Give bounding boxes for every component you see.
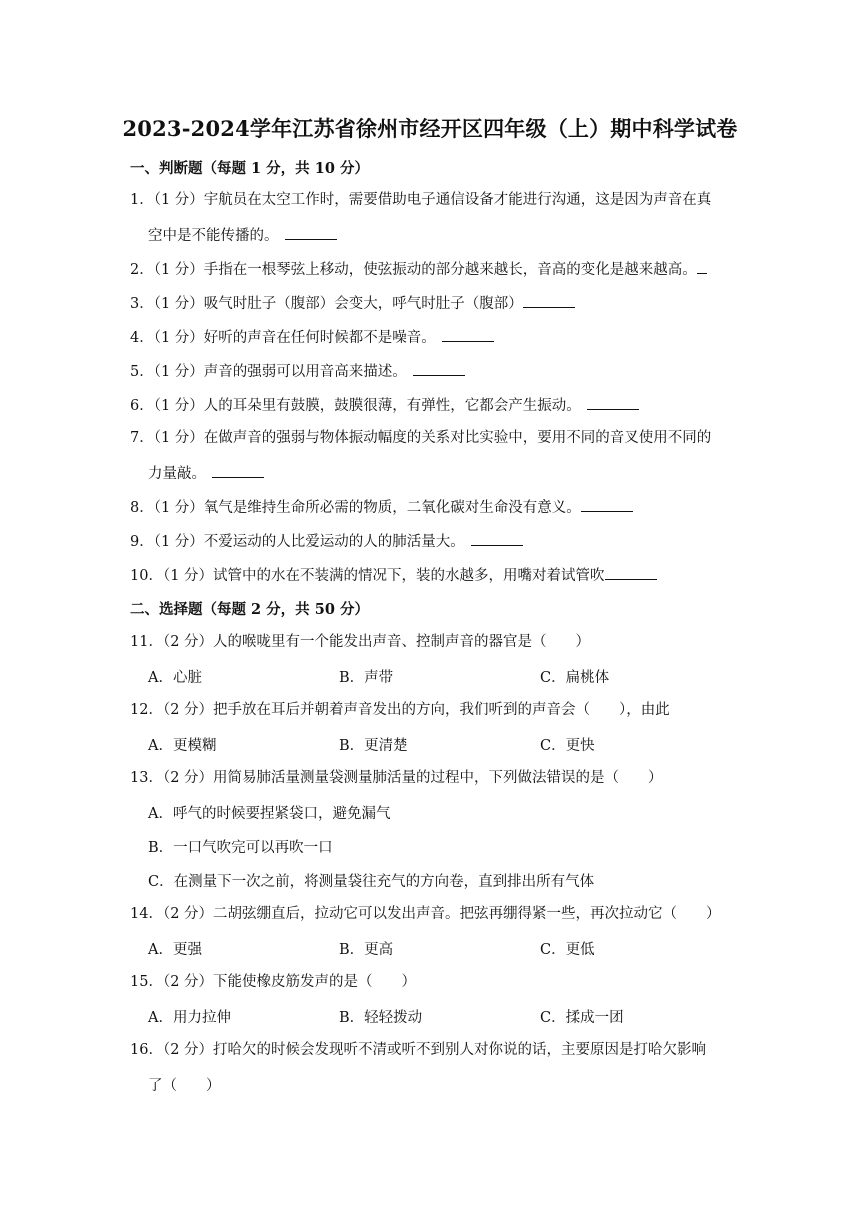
- question-10: 10．（1 分）试管中的水在不装满的情况下，装的水越多，用嘴对着试管吹: [130, 564, 730, 586]
- answer-blank[interactable]: [471, 530, 523, 546]
- question-4: 4．（1 分）好听的声音在任何时候都不是噪音。: [130, 326, 730, 348]
- question-1-line1: 1．（1 分）宇航员在太空工作时，需要借助电子通信设备才能进行沟通，这是因为声音在真: [130, 192, 712, 208]
- question-16-line2: 了（ ）: [148, 1078, 221, 1094]
- answer-blank[interactable]: [413, 360, 465, 376]
- option-a[interactable]: A．更模糊: [148, 738, 217, 754]
- option-a[interactable]: A．更强: [148, 942, 202, 958]
- option-b[interactable]: B．一口气吹完可以再吹一口: [148, 840, 333, 856]
- option-c[interactable]: C．更低: [540, 942, 595, 958]
- question-7-line2: 力量敲。: [148, 462, 264, 483]
- question-1-line2: 空中是不能传播的。: [148, 224, 337, 245]
- question-2: 2．（1 分）手指在一根琴弦上移动，使弦振动的部分越来越长，音高的变化是越来越高。: [130, 258, 730, 280]
- option-b[interactable]: B．声带: [339, 670, 394, 686]
- option-c[interactable]: C．在测量下一次之前，将测量袋往充气的方向卷，直到排出所有气体: [148, 874, 595, 890]
- question-11: 11．（2 分）人的喉咙里有一个能发出声音、控制声音的器官是（ ）: [130, 634, 591, 650]
- option-c[interactable]: C．更快: [540, 738, 595, 754]
- question-13: 13．（2 分）用简易肺活量测量袋测量肺活量的过程中，下列做法错误的是（ ）: [130, 770, 663, 786]
- option-b[interactable]: B．轻轻拨动: [339, 1010, 423, 1026]
- question-8: 8．（1 分）氧气是维持生命所必需的物质，二氧化碳对生命没有意义。: [130, 496, 730, 518]
- option-c[interactable]: C．揉成一团: [540, 1010, 624, 1026]
- question-12: 12．（2 分）把手放在耳后并朝着声音发出的方向，我们听到的声音会（ ），由此: [130, 702, 670, 718]
- option-a[interactable]: A．心脏: [148, 670, 202, 686]
- answer-blank[interactable]: [523, 292, 575, 308]
- answer-blank[interactable]: [285, 224, 337, 240]
- question-16-line1: 16．（2 分）打哈欠的时候会发现听不清或听不到别人对你说的话，主要原因是打哈欠影响: [130, 1042, 707, 1058]
- question-5: 5．（1 分）声音的强弱可以用音高来描述。: [130, 360, 730, 382]
- question-9: 9．（1 分）不爱运动的人比爱运动的人的肺活量大。: [130, 530, 730, 552]
- option-c[interactable]: C．扁桃体: [540, 670, 610, 686]
- section-title-choice: 二、选择题（每题 2 分，共 50 分）: [130, 601, 369, 618]
- exam-title: 2023-2024学年江苏省徐州市经开区四年级（上）期中科学试卷: [122, 116, 738, 141]
- answer-blank[interactable]: [605, 564, 657, 580]
- option-a[interactable]: A．呼气的时候要捏紧袋口，避免漏气: [148, 806, 391, 822]
- answer-blank[interactable]: [581, 496, 633, 512]
- question-6: 6．（1 分）人的耳朵里有鼓膜，鼓膜很薄，有弹性，它都会产生振动。: [130, 394, 730, 416]
- section-title-judgement: 一、判断题（每题 1 分，共 10 分）: [130, 160, 369, 177]
- question-7-line1: 7．（1 分）在做声音的强弱与物体振动幅度的关系对比实验中，要用不同的音叉使用不同的: [130, 430, 712, 446]
- answer-blank[interactable]: [442, 326, 494, 342]
- question-3: 3．（1 分）吸气时肚子（腹部）会变大，呼气时肚子（腹部）: [130, 292, 730, 314]
- answer-blank[interactable]: [212, 462, 264, 478]
- question-15: 15．（2 分）下能使橡皮筋发声的是（ ）: [130, 974, 417, 990]
- option-b[interactable]: B．更清楚: [339, 738, 408, 754]
- option-a[interactable]: A．用力拉伸: [148, 1010, 231, 1026]
- option-b[interactable]: B．更高: [339, 942, 394, 958]
- answer-blank[interactable]: [587, 394, 639, 410]
- answer-blank[interactable]: [697, 258, 707, 274]
- question-14: 14．（2 分）二胡弦绷直后，拉动它可以发出声音。把弦再绷得紧一些，再次拉动它（ ）: [130, 906, 721, 922]
